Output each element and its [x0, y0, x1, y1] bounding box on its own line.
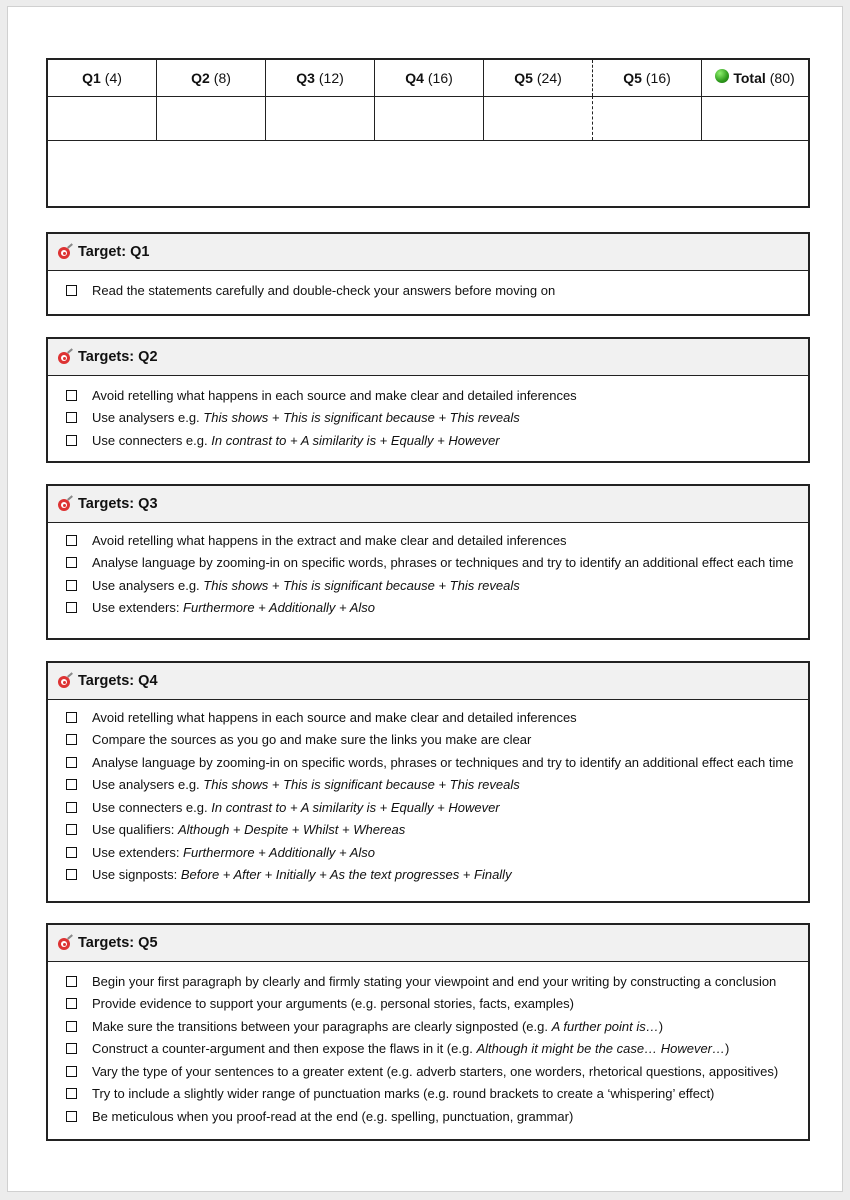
target-section-5: [46, 923, 810, 1141]
checklist-item-example: This shows + This is significant because + This reveals: [203, 410, 520, 426]
checklist-item-closing: ): [725, 1041, 730, 1057]
checkbox-icon[interactable]: [66, 435, 77, 446]
checkbox-icon[interactable]: [66, 757, 77, 768]
checklist-item-example: A further point is…: [551, 1018, 659, 1034]
score-col-q1: Q1 (4): [48, 60, 157, 96]
checklist-item: [48, 970, 808, 993]
checklist-item: [48, 429, 808, 452]
checkbox-icon[interactable]: [66, 1043, 77, 1054]
checklist-item: [48, 819, 808, 842]
checklist-item-text: Be meticulous when you proof-read at the end (e.g. spelling, punctuation, grammar): [92, 1108, 574, 1124]
target-section-heading: [48, 234, 808, 271]
checkbox-icon[interactable]: [66, 734, 77, 745]
checklist-item-text: Make sure the transitions between your paragraphs are clearly signposted (e.g.: [92, 1018, 552, 1034]
checklist-item-text: Provide evidence to support your arguments (e.g. personal stories, facts, examples): [92, 996, 574, 1012]
checklist-item-example: This shows + This is significant because + This reveals: [203, 577, 520, 593]
checkbox-icon[interactable]: [66, 1088, 77, 1099]
score-entry-row: [48, 96, 808, 141]
checklist-item-example: Before + After + Initially + As the text progresses + Finally: [180, 867, 512, 883]
target-checklist: [48, 700, 808, 886]
checklist-item-example: Although + Despite + Whilst + Whereas: [177, 822, 406, 838]
checkbox-icon[interactable]: [66, 847, 77, 858]
score-col-q5-reading: Q5 (24): [484, 60, 593, 96]
checkbox-icon[interactable]: [66, 602, 77, 613]
checkbox-icon[interactable]: [66, 824, 77, 835]
checklist-item-text: Use analysers e.g.: [92, 777, 204, 793]
checklist-item-example: In contrast to + A similarity is + Equally + However: [211, 432, 500, 448]
checkbox-icon[interactable]: [66, 557, 77, 568]
checkbox-icon[interactable]: [66, 779, 77, 790]
target-section-1: [46, 232, 810, 316]
checklist-item: [48, 706, 808, 729]
checklist-item-text: Try to include a slightly wider range of punctuation marks (e.g. round brackets to create a ‘whispering’ effect): [92, 1086, 715, 1102]
checklist-item-closing: ): [658, 1018, 664, 1034]
checklist-item-text: Use connecters e.g.: [92, 432, 212, 448]
target-checklist: [48, 962, 808, 1128]
checklist-item-text: Avoid retelling what happens in each source and make clear and detailed inferences: [92, 709, 577, 725]
target-checklist: [48, 523, 808, 619]
checkbox-icon[interactable]: [66, 1021, 77, 1032]
score-col-q2: Q2 (8): [157, 60, 266, 96]
target-section-title: Targets: Q2: [78, 349, 158, 365]
checklist-item: [48, 841, 808, 864]
target-checklist: [48, 271, 808, 302]
target-section-4: [46, 661, 810, 903]
checkbox-icon[interactable]: [66, 802, 77, 813]
score-entry-q1[interactable]: [48, 96, 157, 140]
target-section-heading: [48, 486, 808, 523]
checklist-item-example: Furthermore + Additionally + Also: [183, 844, 376, 860]
checklist-item: [48, 729, 808, 752]
checkbox-icon[interactable]: [66, 976, 77, 987]
score-col-q4: Q4 (16): [375, 60, 484, 96]
target-section-title: Targets: Q4: [78, 673, 158, 689]
checklist-item-text: Use analysers e.g.: [92, 410, 204, 426]
checklist-item: [48, 279, 808, 302]
checklist-item-text: Use qualifiers:: [92, 822, 178, 838]
score-col-q5-writing: Q5 (16): [593, 60, 702, 96]
checklist-item: [48, 529, 808, 552]
score-entry-q5-reading[interactable]: [484, 96, 593, 140]
target-checklist: [48, 376, 808, 452]
target-section-heading: [48, 925, 808, 962]
checklist-item: [48, 1083, 808, 1106]
checklist-item: [48, 796, 808, 819]
target-section-heading: [48, 663, 808, 700]
checklist-item: [48, 407, 808, 430]
checklist-item: [48, 1038, 808, 1061]
checklist-item: [48, 774, 808, 797]
checklist-item-example: Although it might be the case… However…: [476, 1041, 726, 1057]
checklist-item-text: Analyse language by zooming-in on specific words, phrases or techniques and try to identify an additional effect each time: [92, 754, 794, 770]
checkbox-icon[interactable]: [66, 1066, 77, 1077]
checkbox-icon[interactable]: [66, 712, 77, 723]
checkbox-icon[interactable]: [66, 1111, 77, 1122]
target-section-2: [46, 337, 810, 463]
checklist-item-text: Vary the type of your sentences to a greater extent (e.g. adverb starters, one worders, rhetorical questions, appositives): [92, 1063, 779, 1079]
score-header-row: [48, 60, 808, 97]
checklist-item: [48, 384, 808, 407]
checklist-item-text: Use extenders:: [92, 844, 184, 860]
checklist-item-text: Compare the sources as you go and make sure the links you make are clear: [92, 732, 532, 748]
checkbox-icon[interactable]: [66, 285, 77, 296]
target-icon: [58, 245, 72, 259]
target-section-heading: [48, 339, 808, 376]
checklist-item-text: Avoid retelling what happens in each source and make clear and detailed inferences: [92, 387, 577, 403]
checklist-item-text: Read the statements carefully and double-check your answers before moving on: [92, 282, 556, 298]
checklist-item-example: Furthermore + Additionally + Also: [183, 600, 376, 616]
checklist-item-text: Analyse language by zooming-in on specific words, phrases or techniques and try to identify an additional effect each time: [92, 555, 794, 571]
checkbox-icon[interactable]: [66, 412, 77, 423]
checklist-item-text: Construct a counter-argument and then expose the flaws in it (e.g.: [92, 1041, 477, 1057]
checklist-item-text: Use analysers e.g.: [92, 577, 204, 593]
checklist-item-example: In contrast to + A similarity is + Equally + However: [211, 799, 500, 815]
score-col-q3: Q3 (12): [266, 60, 375, 96]
checklist-item-text: Use signposts:: [92, 867, 181, 883]
checklist-item-text: Avoid retelling what happens in the extract and make clear and detailed inferences: [92, 532, 567, 548]
score-entry-q2[interactable]: [157, 96, 266, 140]
checklist-item: [48, 864, 808, 887]
checklist-item-text: Use extenders:: [92, 600, 184, 616]
checklist-item: [48, 1060, 808, 1083]
checklist-item: [48, 574, 808, 597]
checklist-item: [48, 751, 808, 774]
target-section-title: Target: Q1: [78, 244, 150, 260]
score-entry-q3[interactable]: [266, 96, 375, 140]
target-icon: [58, 674, 72, 688]
checkbox-icon[interactable]: [66, 580, 77, 591]
target-section-3: [46, 484, 810, 640]
checkbox-icon[interactable]: [66, 998, 77, 1009]
checklist-item: [48, 1015, 808, 1038]
checkbox-icon[interactable]: [66, 390, 77, 401]
score-col-total: Total (80): [702, 60, 808, 96]
document-page: [7, 6, 843, 1192]
checklist-item-text: Use connecters e.g.: [92, 799, 212, 815]
checklist-item-example: This shows + This is significant because + This reveals: [203, 777, 520, 793]
target-icon: [58, 497, 72, 511]
score-entry-q5-writing[interactable]: [593, 96, 702, 140]
score-table: [46, 58, 810, 208]
checkbox-icon[interactable]: [66, 535, 77, 546]
checklist-item: [48, 1105, 808, 1128]
score-comment-area[interactable]: [48, 140, 808, 206]
target-section-title: Targets: Q5: [78, 935, 158, 951]
checklist-item: [48, 597, 808, 620]
target-icon: [58, 936, 72, 950]
score-entry-total[interactable]: [702, 96, 808, 140]
checkbox-icon[interactable]: [66, 869, 77, 880]
green-circle-icon: [715, 69, 729, 83]
checklist-item: [48, 993, 808, 1016]
checklist-item-text: Begin your first paragraph by clearly and firmly stating your viewpoint and end your writing by constructing a conclusion: [92, 973, 777, 989]
target-icon: [58, 350, 72, 364]
checklist-item: [48, 552, 808, 575]
score-entry-q4[interactable]: [375, 96, 484, 140]
target-section-title: Targets: Q3: [78, 496, 158, 512]
